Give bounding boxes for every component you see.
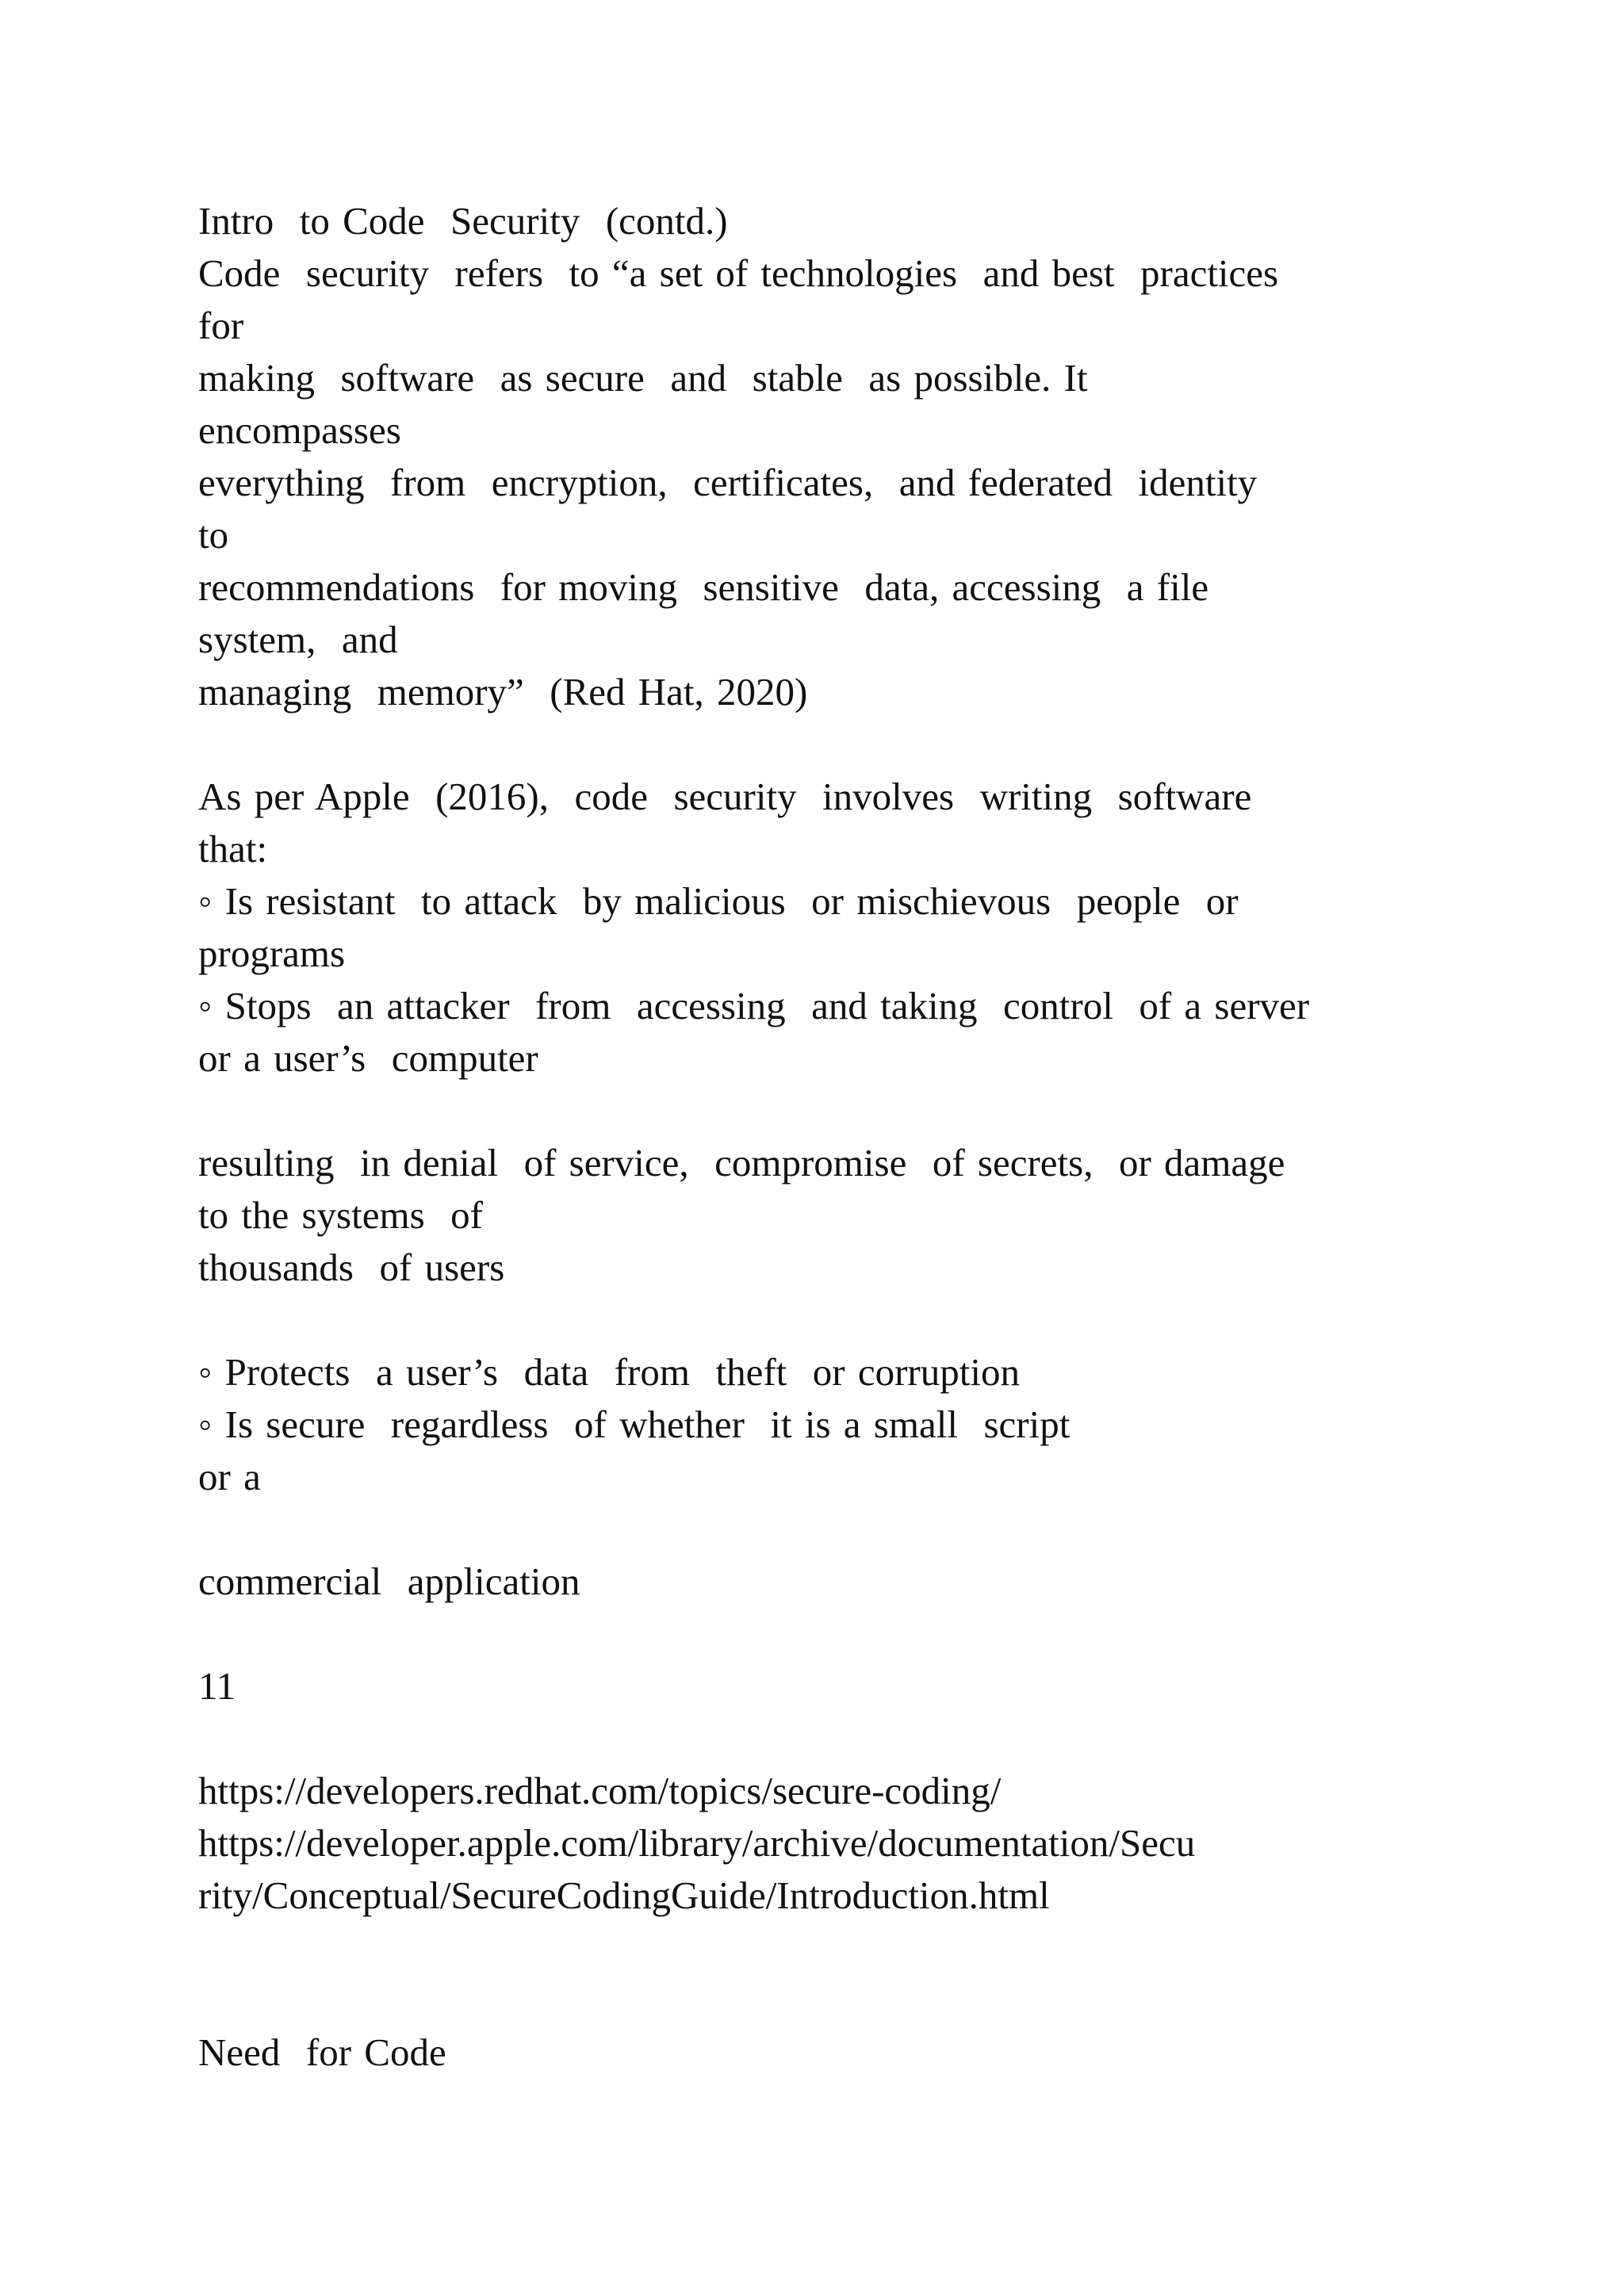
blank-line [198,1503,1499,1556]
text-line: to [198,513,229,557]
text-line: commercial application [198,1559,580,1603]
text-line: or a [198,1455,261,1498]
text-line: ◦ Is secure regardless of whether it is a small script [198,1402,1071,1446]
text-line: Code security refers to “a set of technologies and best practices [198,251,1279,295]
text-line: Intro to Code Security (contd.) [198,199,728,243]
text-line: As per Apple (2016), code security involves writing software [198,775,1252,818]
text-line: ◦ Protects a user’s data from theft or corruption [198,1350,1020,1394]
text-line: https://developer.apple.com/library/archive/documentation/Secu [198,1821,1196,1865]
blank-line [198,1922,1499,1974]
text-line: ◦ Stops an attacker from accessing and taking control of a server [198,984,1310,1027]
text-line: rity/Conceptual/SecureCodingGuide/Introduction.html [198,1873,1050,1917]
text-line: https://developers.redhat.com/topics/secure-coding/ [198,1769,1002,1812]
text-line: thousands of users [198,1246,505,1289]
blank-line [198,1085,1499,1137]
blank-line [198,1974,1499,2026]
blank-line [198,718,1499,771]
text-line: for [198,304,244,347]
text-line: resulting in denial of service, compromise of secrets, or damage [198,1141,1285,1184]
text-line: recommendations for moving sensitive data, accessing a file [198,565,1209,609]
text-line: making software as secure and stable as possible. It [198,356,1088,400]
text-line: to the systems of [198,1193,483,1237]
text-line: everything from encryption, certificates, and federated identity [198,461,1258,504]
text-line: programs [198,932,346,975]
text-line: managing memory” (Red Hat, 2020) [198,670,808,714]
text-line: encompasses [198,408,401,452]
text-line: that: [198,827,268,871]
text-line: or a user’s computer [198,1036,538,1080]
blank-line [198,1294,1499,1346]
text-line: ◦ Is resistant to attack by malicious or mischievous people or [198,879,1239,923]
blank-line [198,1712,1499,1765]
blank-line [198,1608,1499,1660]
document-body [198,195,1499,2079]
text-line: 11 [198,1664,236,1708]
text-line: system, and [198,618,398,661]
text-line: Need for Code [198,2030,446,2074]
